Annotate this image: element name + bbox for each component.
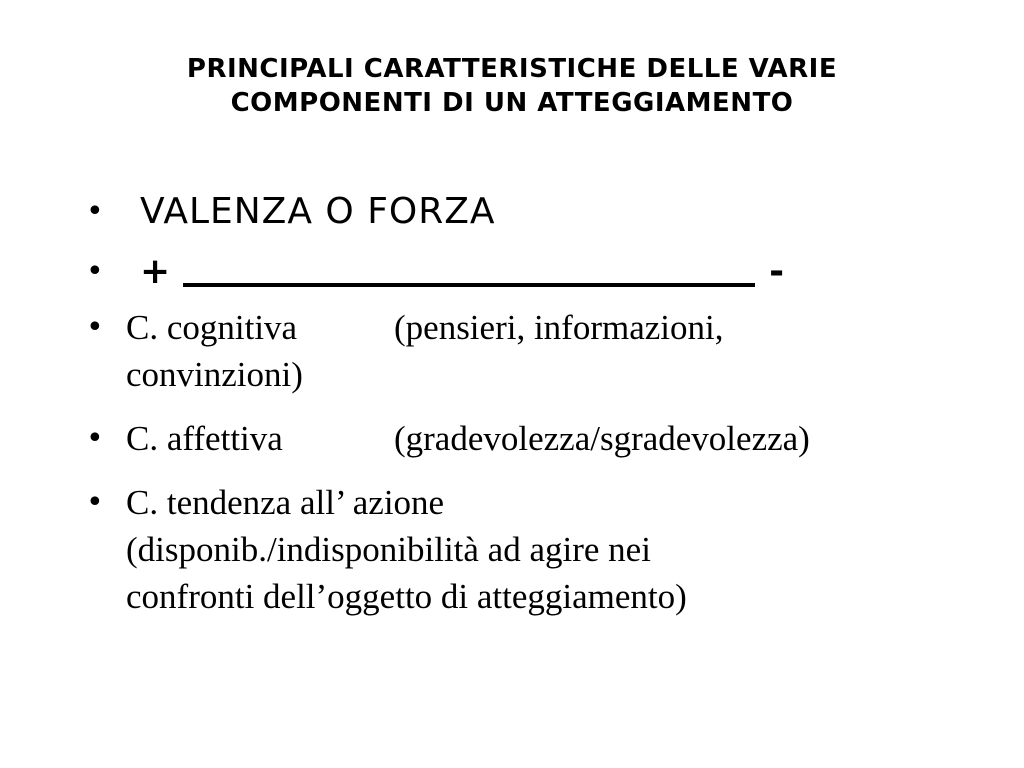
bullet-dot: • <box>86 421 104 456</box>
bullet-affettiva <box>86 415 966 462</box>
bullet-dot: • <box>86 254 104 289</box>
bullet-cognitiva <box>86 304 966 398</box>
affettiva-desc: (gradevolezza/sgradevolezza) <box>394 419 810 458</box>
scale-line <box>183 283 755 287</box>
cognitiva-desc-2: convinzioni) <box>126 355 303 394</box>
title-line-2: COMPONENTI DI UN ATTEGGIAMENTO <box>230 88 794 118</box>
bullet-list <box>86 184 966 637</box>
scale-plus: + <box>140 251 172 292</box>
bullet-valenza <box>86 184 966 240</box>
bullet-dot: • <box>86 310 104 345</box>
tendenza-line-3: confronti dell’oggetto di atteggiamento) <box>126 577 687 616</box>
tendenza-line-1: C. tendenza all’ azione <box>126 483 445 522</box>
bullet-dot: • <box>86 194 104 229</box>
valenza-text: VALENZA O FORZA <box>140 191 496 232</box>
title-line-1: PRINCIPALI CARATTERISTICHE DELLE VARIE <box>186 54 838 84</box>
tendenza-line-2: (disponib./indisponibilità ad agire nei <box>126 530 651 569</box>
affettiva-label: C. affettiva <box>126 419 283 458</box>
scale-minus: - <box>769 251 786 292</box>
valence-scale <box>126 244 966 300</box>
bullet-tendenza <box>86 479 966 620</box>
bullet-scale <box>86 244 966 300</box>
slide-title <box>40 52 984 120</box>
bullet-dot: • <box>86 485 104 520</box>
cognitiva-desc-1: (pensieri, informazioni, <box>394 308 724 347</box>
cognitiva-label: C. cognitiva <box>126 308 298 347</box>
